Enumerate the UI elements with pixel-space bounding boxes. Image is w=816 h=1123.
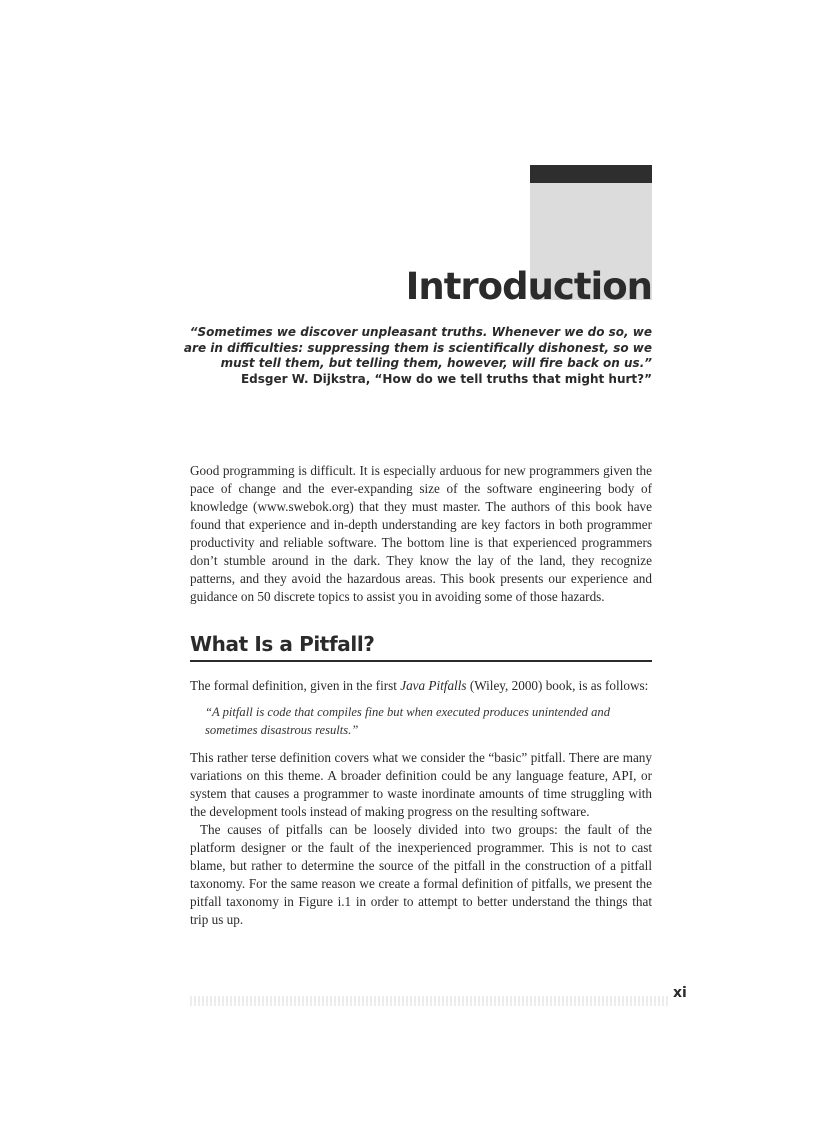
lead-before: The formal definition, given in the first	[190, 678, 401, 693]
chapter-decoration-bar	[530, 165, 652, 183]
book-title: Java Pitfalls	[400, 678, 467, 693]
definition-lead	[190, 677, 652, 695]
lead-after: (Wiley, 2000) book, is as follows:	[466, 678, 649, 693]
chapter-title: Introduction	[405, 265, 652, 308]
epigraph-attribution: Edsger W. Dijkstra, “How do we tell truths that might hurt?”	[240, 371, 652, 386]
footer-rule	[190, 996, 668, 1006]
intro-section	[190, 462, 652, 606]
page-number: xi	[673, 985, 687, 1001]
epigraph-quote: “Sometimes we discover unpleasant truths. Whenever we do so, we are in difficulties: suppressing them is scientifically dishonest, so we must tell them, but telling them, however, will fire back on us.”	[183, 325, 652, 370]
definition-lead-text	[190, 677, 652, 695]
section-paragraph-2: The causes of pitfalls can be loosely divided into two groups: the fault of the platform designer or the fault of the inexperienced programmer. This is not to cast blame, but rather to determine the source of the pitfall in the construction of a pitfall taxonomy. For the same reason we create a formal definition of pitfalls, we present the pitfall taxonomy in Figure i.1 in order to attempt to better understand the things that trip us up.	[190, 822, 652, 927]
section-body	[190, 749, 652, 929]
pitfall-definition-quote: “A pitfall is code that compiles fine but when executed produces unintended and sometimes disastrous results.”	[205, 705, 611, 737]
section-heading: What Is a Pitfall?	[190, 633, 652, 662]
section-paragraph-1: This rather terse definition covers what we consider the “basic” pitfall. There are many variations on this theme. A broader definition could be any language feature, API, or system that causes a programmer to waste inordinate amounts of time struggling with the development tools instead of making progress on the resulting software.	[190, 750, 652, 819]
epigraph	[172, 325, 652, 387]
intro-paragraph: Good programming is difficult. It is especially arduous for new programmers given the pace of change and the ever-expanding size of the software engineering body of knowledge (www.swebok.org) that they must master. The authors of this book have found that experience and in-depth understanding are key factors in both programmer productivity and reliable software. The bottom line is that experienced programmers don’t stumble around in the dark. They know the lay of the land, they recognize patterns, and they avoid the hazardous areas. This book presents our experience and guidance on 50 discrete topics to assist you in avoiding some of those hazards.	[190, 463, 652, 604]
